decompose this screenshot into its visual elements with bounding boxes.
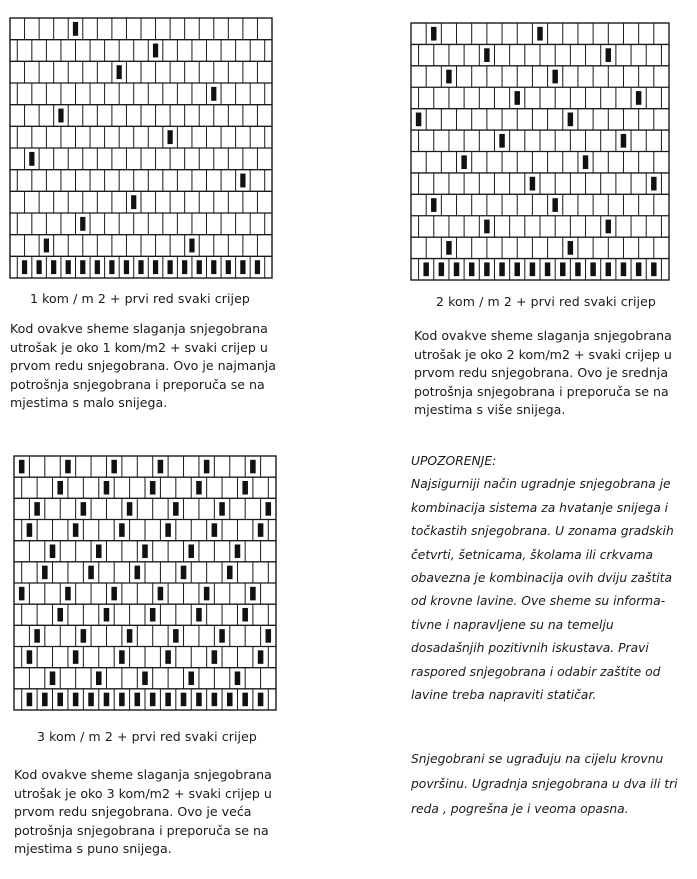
snow-guard-mark xyxy=(484,48,489,62)
diagram-3-description xyxy=(14,766,272,859)
snow-guard-mark xyxy=(560,262,565,276)
snow-guard-mark xyxy=(446,241,451,255)
snow-guard-mark xyxy=(196,481,202,495)
diagram-1-grid xyxy=(9,17,273,279)
snow-guard-mark xyxy=(95,260,100,274)
snow-guard-mark xyxy=(51,260,56,274)
snow-guard-mark xyxy=(57,693,63,707)
snow-guard-mark xyxy=(431,198,436,212)
snow-guard-mark xyxy=(19,460,25,474)
snow-guard-mark xyxy=(454,262,459,276)
warning-line: kombinacija sistema za hvatanje snijega i xyxy=(411,500,669,515)
snow-guard-mark xyxy=(135,566,141,580)
snow-guard-mark xyxy=(250,460,256,474)
warning-line: točkastih snjegobrana. U zonama gradskih xyxy=(411,524,674,539)
diagram-1-description-line: mjestima s malo snijega. xyxy=(10,395,168,411)
snow-guard-mark xyxy=(150,693,156,707)
snow-guard-mark xyxy=(461,155,466,169)
snow-guard-mark xyxy=(552,70,557,84)
snow-guard-mark xyxy=(104,608,110,622)
diagram-3-description-line: prvom redu snjegobrana. Ovo je veća xyxy=(14,804,252,820)
snow-guard-mark xyxy=(204,460,210,474)
snow-guard-mark xyxy=(469,262,474,276)
snow-guard-mark xyxy=(446,70,451,84)
snow-guard-mark xyxy=(484,220,489,234)
snow-guard-mark xyxy=(621,134,626,148)
warning-line: Najsigurniji način ugradnje snjegobrana je xyxy=(411,477,671,492)
diagram-2-caption: 2 kom / m 2 + prvi red svaki crijep xyxy=(436,294,656,309)
diagram-2-grid xyxy=(410,22,670,281)
snow-guard-mark xyxy=(530,177,535,191)
snow-guard-mark xyxy=(235,671,241,685)
snow-guard-mark xyxy=(167,260,172,274)
snow-guard-mark xyxy=(258,523,264,537)
snow-guard-mark xyxy=(651,262,656,276)
snow-guard-mark xyxy=(211,260,216,274)
snow-guard-mark xyxy=(65,460,71,474)
warning-line: obavezna je kombinacija ovih dviju zaštita xyxy=(411,571,673,586)
snow-guard-mark xyxy=(240,260,245,274)
diagram-1-description-line: Kod ovakve sheme slaganja snjegobrana xyxy=(10,321,268,336)
snow-guard-mark xyxy=(34,502,40,516)
snow-guard-mark xyxy=(590,262,595,276)
snow-guard-mark xyxy=(515,262,520,276)
snow-guard-mark xyxy=(212,523,218,537)
snow-guard-mark xyxy=(44,239,49,253)
snow-guard-mark xyxy=(153,260,158,274)
snow-guard-mark xyxy=(242,693,248,707)
snow-guard-mark xyxy=(42,693,48,707)
warning-line: od krovne lavine. Ove sheme su informa- xyxy=(411,594,666,609)
snow-guard-mark xyxy=(34,629,40,643)
diagram-1-svg xyxy=(9,17,273,279)
snow-guard-mark xyxy=(240,174,245,188)
snow-guard-mark xyxy=(88,566,94,580)
snow-guard-mark xyxy=(211,87,216,101)
diagram-2-description-line: utrošak je oko 2 kom/m2 + svaki crijep u xyxy=(414,346,672,362)
snow-guard-mark xyxy=(27,650,33,664)
snow-guard-mark xyxy=(57,608,63,622)
snow-guard-mark xyxy=(119,693,125,707)
diagram-1-description xyxy=(10,320,276,413)
warning-block xyxy=(411,450,674,707)
snow-guard-mark xyxy=(204,587,210,601)
snow-guard-mark xyxy=(158,587,164,601)
snow-guard-mark xyxy=(19,587,25,601)
snow-guard-mark xyxy=(250,587,256,601)
snow-guard-mark xyxy=(109,260,114,274)
snow-guard-mark xyxy=(29,152,34,166)
snow-guard-mark xyxy=(258,650,264,664)
snow-guard-mark xyxy=(219,502,225,516)
snow-guard-mark xyxy=(219,629,225,643)
note-block xyxy=(411,747,678,822)
snow-guard-mark xyxy=(196,608,202,622)
snow-guard-mark xyxy=(165,693,171,707)
snow-guard-mark xyxy=(568,241,573,255)
diagram-1-caption: 1 kom / m 2 + prvi red svaki crijep xyxy=(30,291,250,306)
snow-guard-mark xyxy=(81,502,87,516)
snow-guard-mark xyxy=(50,671,56,685)
warning-line: četvrti, šetnicama, školama ili crkvama xyxy=(411,547,654,562)
snow-guard-mark xyxy=(96,671,102,685)
snow-guard-mark xyxy=(181,566,187,580)
snow-guard-mark xyxy=(636,91,641,105)
snow-guard-mark xyxy=(22,260,27,274)
snow-guard-mark xyxy=(73,523,79,537)
snow-guard-mark xyxy=(575,262,580,276)
snow-guard-mark xyxy=(196,693,202,707)
note-line: reda , pogrešna je i veoma opasna. xyxy=(411,802,629,816)
snow-guard-mark xyxy=(150,608,156,622)
diagram-3-caption: 3 kom / m 2 + prvi red svaki crijep xyxy=(37,729,257,744)
snow-guard-mark xyxy=(188,544,194,558)
diagram-2-description-line: potrošnja snjegobrana i preporuča se na xyxy=(414,383,669,399)
snow-guard-mark xyxy=(127,502,133,516)
snow-guard-mark xyxy=(212,693,218,707)
snow-guard-mark xyxy=(423,262,428,276)
snow-guard-mark xyxy=(212,650,218,664)
snow-guard-mark xyxy=(189,239,194,253)
snow-guard-mark xyxy=(80,260,85,274)
note-line: Snjegobrani se ugrađuju na cijelu krovnu xyxy=(411,752,664,766)
snow-guard-mark xyxy=(66,260,71,274)
snow-guard-mark xyxy=(104,481,110,495)
snow-guard-mark xyxy=(242,608,248,622)
diagram-2-description-line: prvom redu snjegobrana. Ovo je srednja xyxy=(414,365,669,381)
snow-guard-mark xyxy=(537,27,542,41)
snow-guard-mark xyxy=(73,693,79,707)
snow-guard-mark xyxy=(235,544,241,558)
diagram-3-description-line: Kod ovakve sheme slaganja snjegobrana xyxy=(14,767,272,782)
diagram-2-svg xyxy=(410,22,670,281)
snow-guard-mark xyxy=(58,109,63,123)
snow-guard-mark xyxy=(173,502,179,516)
snow-guard-mark xyxy=(636,262,641,276)
warning-line: raspored snjegobrana i odabir zaštite od xyxy=(411,664,661,679)
snow-guard-mark xyxy=(27,523,33,537)
snow-guard-mark xyxy=(530,262,535,276)
snow-guard-mark xyxy=(142,671,148,685)
snow-guard-mark xyxy=(138,260,143,274)
snow-guard-mark xyxy=(88,693,94,707)
snow-guard-mark xyxy=(258,693,264,707)
snow-guard-mark xyxy=(80,217,85,231)
snow-guard-mark xyxy=(606,262,611,276)
snow-guard-mark xyxy=(117,65,122,79)
snow-guard-mark xyxy=(104,693,110,707)
snow-guard-mark xyxy=(135,693,141,707)
snow-guard-mark xyxy=(227,566,233,580)
diagram-1-description-line: utrošak je oko 1 kom/m2 + svaki crijep u xyxy=(10,339,268,355)
snow-guard-mark xyxy=(188,671,194,685)
snow-guard-mark xyxy=(111,460,117,474)
snow-guard-mark xyxy=(73,22,78,36)
snow-guard-mark xyxy=(57,481,63,495)
snow-guard-mark xyxy=(606,220,611,234)
snow-guard-mark xyxy=(119,650,125,664)
snow-guard-mark xyxy=(197,260,202,274)
snow-guard-mark xyxy=(439,262,444,276)
diagram-2-description xyxy=(414,327,672,420)
snow-guard-mark xyxy=(158,460,164,474)
note-line: površinu. Ugradnja snjegobrana u dva ili tri xyxy=(411,777,678,791)
diagram-3-svg xyxy=(13,455,277,711)
snow-guard-mark xyxy=(499,134,504,148)
snow-guard-mark xyxy=(65,587,71,601)
snow-guard-mark xyxy=(226,260,231,274)
warning-title: UPOZORENJE: xyxy=(411,454,497,468)
snow-guard-mark xyxy=(552,198,557,212)
snow-guard-mark xyxy=(416,113,421,127)
diagram-2-description-line: mjestima s više snijega. xyxy=(414,402,566,418)
snow-guard-mark xyxy=(515,91,520,105)
snow-guard-mark xyxy=(499,262,504,276)
snow-guard-mark xyxy=(127,629,133,643)
snow-guard-mark xyxy=(606,48,611,62)
snow-guard-mark xyxy=(124,260,129,274)
snow-guard-mark xyxy=(568,113,573,127)
snow-guard-mark xyxy=(131,195,136,209)
diagram-2-description-line: Kod ovakve sheme slaganja snjegobrana xyxy=(414,328,672,343)
snow-guard-mark xyxy=(181,693,187,707)
snow-guard-mark xyxy=(142,544,148,558)
snow-guard-mark xyxy=(111,587,117,601)
snow-guard-mark xyxy=(73,650,79,664)
snow-guard-mark xyxy=(173,629,179,643)
diagram-3-grid xyxy=(13,455,277,711)
snow-guard-mark xyxy=(153,44,158,58)
snow-guard-mark xyxy=(167,130,172,144)
snow-guard-mark xyxy=(119,523,125,537)
snow-guard-mark xyxy=(227,693,233,707)
snow-guard-mark xyxy=(50,544,56,558)
snow-guard-mark xyxy=(36,260,41,274)
snow-guard-mark xyxy=(255,260,260,274)
snow-guard-mark xyxy=(484,262,489,276)
warning-line: tivne i napravljene su na temelju xyxy=(411,617,614,632)
snow-guard-mark xyxy=(81,629,87,643)
warning-line: dosadašnjih pozitivnih iskustava. Pravi xyxy=(411,641,649,656)
snow-guard-mark xyxy=(266,502,272,516)
snow-guard-mark xyxy=(27,693,33,707)
diagram-3-description-line: mjestima s puno snijega. xyxy=(14,841,172,857)
snow-guard-mark xyxy=(651,177,656,191)
diagram-3-description-line: potrošnja snjegobrana i preporuča se na xyxy=(14,822,269,838)
snow-guard-mark xyxy=(545,262,550,276)
snow-guard-mark xyxy=(165,650,171,664)
diagram-3-description-line: utrošak je oko 3 kom/m2 + svaki crijep u xyxy=(14,785,272,801)
snow-guard-mark xyxy=(150,481,156,495)
snow-guard-mark xyxy=(182,260,187,274)
warning-line: lavine treba napraviti statičar. xyxy=(411,688,597,703)
snow-guard-mark xyxy=(96,544,102,558)
snow-guard-mark xyxy=(242,481,248,495)
diagram-1-description-line: potrošnja snjegobrana i preporuča se na xyxy=(10,376,265,392)
snow-guard-mark xyxy=(165,523,171,537)
snow-guard-mark xyxy=(431,27,436,41)
diagram-1-description-line: prvom redu snjegobrana. Ovo je najmanja xyxy=(10,358,277,374)
snow-guard-mark xyxy=(266,629,272,643)
snow-guard-mark xyxy=(583,155,588,169)
snow-guard-mark xyxy=(42,566,48,580)
snow-guard-mark xyxy=(621,262,626,276)
